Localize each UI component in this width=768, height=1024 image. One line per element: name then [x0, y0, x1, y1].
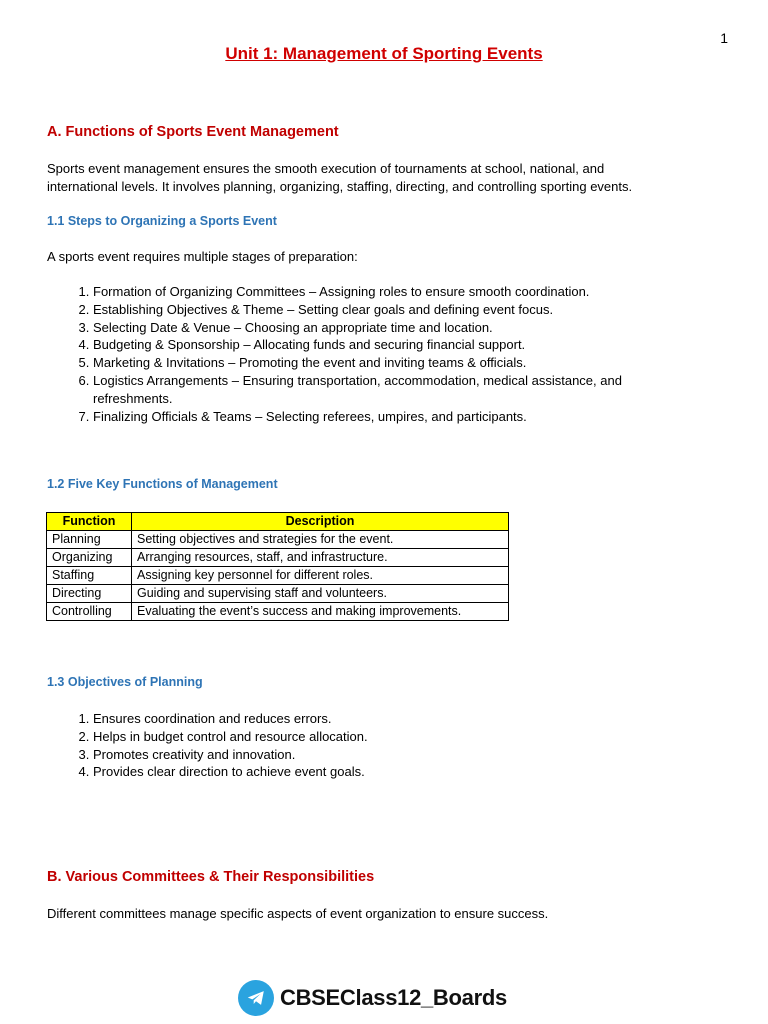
- table-row: [47, 567, 509, 585]
- section-b-heading: B. Various Committees & Their Responsibilities: [47, 869, 375, 885]
- section-1-3-heading: 1.3 Objectives of Planning: [47, 675, 203, 689]
- section-a-heading: A. Functions of Sports Event Management: [47, 124, 339, 140]
- table-header-function: Function: [47, 513, 132, 531]
- list-item: 3. Selecting Date & Venue – Choosing an appropriate time and location.: [93, 319, 733, 337]
- table-row: [47, 585, 509, 603]
- page-number: 1: [720, 30, 728, 46]
- footer-logo: [238, 978, 507, 1018]
- section-a-intro-line-1: Sports event management ensures the smooth execution of tournaments at school, national, and: [47, 161, 605, 176]
- document-title: Unit 1: Management of Sporting Events: [225, 44, 543, 63]
- table-header-description: Description: [132, 513, 509, 531]
- paper-plane-icon: [245, 987, 267, 1009]
- table-cell-function: Organizing: [47, 549, 132, 567]
- table-cell-description: Arranging resources, staff, and infrastructure.: [132, 549, 509, 567]
- section-a-intro-line-2: international levels. It involves planning, organizing, staffing, directing, and controlling sporting events.: [47, 179, 633, 194]
- telegram-icon: [238, 980, 274, 1016]
- logo-text: CBSEClass12_Boards: [280, 985, 507, 1010]
- table-row: [47, 603, 509, 621]
- table-cell-function: Directing: [47, 585, 132, 603]
- section-b-intro: Different committees manage specific aspects of event organization to ensure success.: [47, 906, 549, 921]
- list-item: 2. Establishing Objectives & Theme – Setting clear goals and defining event focus.: [93, 301, 733, 319]
- table-cell-function: Staffing: [47, 567, 132, 585]
- planning-objectives-list: [47, 710, 733, 781]
- list-item: 6. Logistics Arrangements – Ensuring transportation, accommodation, medical assistance, and refreshments.: [93, 372, 668, 408]
- list-item: 3. Promotes creativity and innovation.: [93, 746, 733, 764]
- functions-table: [46, 512, 509, 621]
- list-item: 2. Helps in budget control and resource allocation.: [93, 728, 733, 746]
- table-row: [47, 549, 509, 567]
- table-cell-function: Planning: [47, 531, 132, 549]
- section-1-1-heading: 1.1 Steps to Organizing a Sports Event: [47, 214, 277, 228]
- list-item: 4. Budgeting & Sponsorship – Allocating funds and securing financial support.: [93, 336, 733, 354]
- list-item: 4. Provides clear direction to achieve event goals.: [93, 763, 733, 781]
- list-item: 5. Marketing & Invitations – Promoting the event and inviting teams & officials.: [93, 354, 733, 372]
- section-1-2-heading: 1.2 Five Key Functions of Management: [47, 477, 278, 491]
- steps-list: [47, 283, 733, 425]
- table-row: [47, 531, 509, 549]
- table-header-row: [47, 513, 509, 531]
- table-cell-description: Guiding and supervising staff and volunteers.: [132, 585, 509, 603]
- list-item: 1. Ensures coordination and reduces errors.: [93, 710, 733, 728]
- list-item: 1. Formation of Organizing Committees – Assigning roles to ensure smooth coordination.: [93, 283, 733, 301]
- table-cell-description: Assigning key personnel for different roles.: [132, 567, 509, 585]
- table-cell-description: Setting objectives and strategies for the event.: [132, 531, 509, 549]
- section-a-intro: [47, 160, 727, 196]
- list-item: 7. Finalizing Officials & Teams – Selecting referees, umpires, and participants.: [93, 408, 733, 426]
- section-1-1-intro: A sports event requires multiple stages of preparation:: [47, 249, 358, 264]
- table-cell-function: Controlling: [47, 603, 132, 621]
- table-cell-description: Evaluating the event’s success and making improvements.: [132, 603, 509, 621]
